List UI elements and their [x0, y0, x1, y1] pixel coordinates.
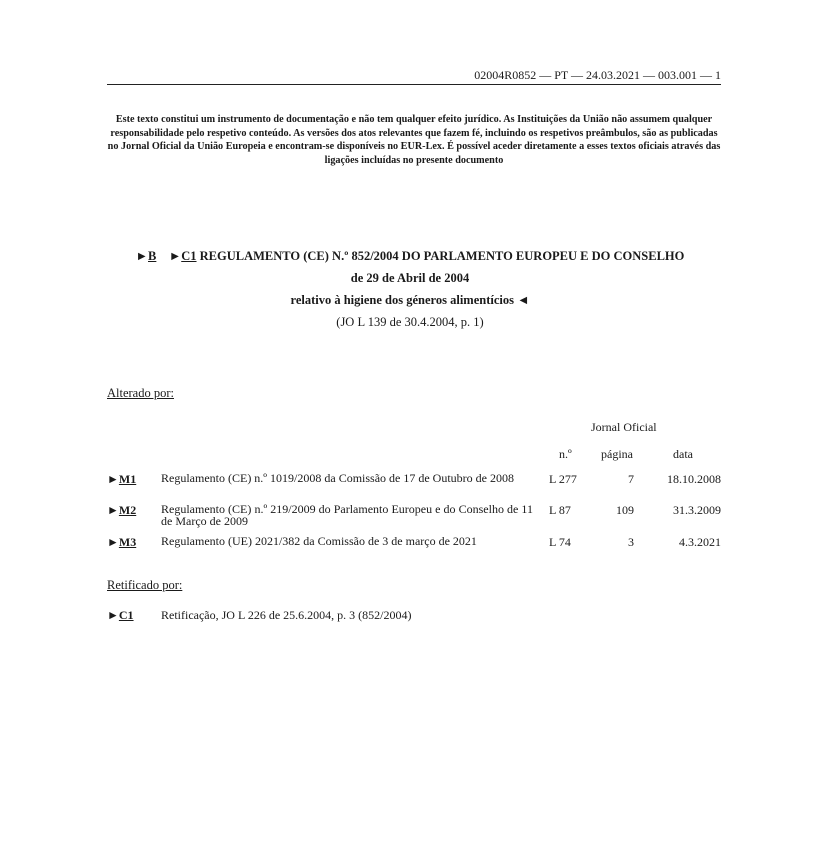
amendment-page: 7 — [628, 472, 634, 486]
regulation-title-block — [60, 245, 760, 333]
marker-c1-code: C1 — [181, 249, 197, 263]
amendment-oj-number: L 277 — [549, 472, 577, 486]
journal-header: Jornal Oficial — [591, 420, 657, 434]
amendment-date: 31.3.2009 — [673, 503, 721, 517]
amendment-page: 109 — [616, 503, 634, 517]
title-line-1 — [60, 245, 760, 267]
arrow-right-icon: ► — [168, 249, 182, 263]
arrow-right-icon: ► — [107, 503, 119, 517]
amendment-date: 4.3.2021 — [679, 535, 721, 549]
amendment-marker-m2[interactable] — [107, 503, 136, 518]
corrected-by-label: Retificado por: — [107, 578, 183, 592]
correction-code: C1 — [118, 608, 134, 622]
correction-description: Retificação, JO L 226 de 25.6.2004, p. 3 (852/2004) — [161, 608, 412, 622]
amended-by-label: Alterado por: — [107, 386, 174, 400]
regulation-date: de 29 de Abril de 2004 — [350, 271, 470, 285]
regulation-subject: relativo à higiene dos géneros alimentícios — [290, 293, 514, 307]
amendment-code: M3 — [118, 535, 137, 549]
amendment-oj-number: L 74 — [549, 535, 571, 549]
arrow-right-icon: ► — [107, 608, 119, 622]
amendment-oj-number: L 87 — [549, 503, 571, 517]
column-page-header: página — [601, 447, 633, 461]
column-date-header: data — [673, 447, 693, 461]
amendment-page: 3 — [628, 535, 634, 549]
document-reference: 02004R0852 — PT — 24.03.2021 — 003.001 — 1 — [474, 68, 721, 82]
regulation-title: REGULAMENTO (CE) N.º 852/2004 DO PARLAMENTO EUROPEU E DO CONSELHO — [199, 249, 685, 263]
amendment-code: M1 — [118, 472, 137, 486]
document-reference-header — [107, 68, 721, 85]
amendment-description: Regulamento (UE) 2021/382 da Comissão de 3 de março de 2021 — [161, 534, 477, 548]
marker-c1-link[interactable] — [169, 249, 197, 263]
arrow-left-end-icon: ◄ — [517, 293, 530, 307]
amendment-description: Regulamento (CE) n.º 219/2009 do Parlamento Europeu e do Conselho de 11 de Março de 2009 — [161, 502, 533, 528]
marker-b-link[interactable] — [136, 249, 157, 263]
amendment-description: Regulamento (CE) n.º 1019/2008 da Comissão de 17 de Outubro de 2008 — [161, 471, 515, 485]
amendment-code: M2 — [118, 503, 137, 517]
official-journal-reference: (JO L 139 de 30.4.2004, p. 1) — [336, 315, 484, 329]
arrow-right-icon: ► — [107, 535, 119, 549]
arrow-right-icon: ► — [135, 249, 149, 263]
amendment-date: 18.10.2008 — [667, 472, 721, 486]
legal-disclaimer: Este texto constitui um instrumento de documentação e não tem qualquer efeito jurídico. As Instituições da União não assumem qualquer responsabilidade pelo respetivo conteúdo. As versões dos atos relevantes que fazem fé, incluindo os respetivos preâmbulos, são as publicadas no Jornal Oficial da União Europeia e encontram-se disponíveis no EUR-Lex. É possível aceder diretamente a esses textos oficiais através das ligações incluídas no presente documento — [107, 114, 721, 166]
arrow-right-icon: ► — [107, 472, 119, 486]
amendment-marker-m3[interactable] — [107, 535, 136, 550]
title-line-3 — [60, 289, 760, 311]
correction-marker-c1[interactable] — [107, 608, 134, 623]
marker-b-code: B — [148, 249, 157, 263]
column-number-header: n.º — [559, 447, 572, 461]
amendment-marker-m1[interactable] — [107, 472, 136, 487]
